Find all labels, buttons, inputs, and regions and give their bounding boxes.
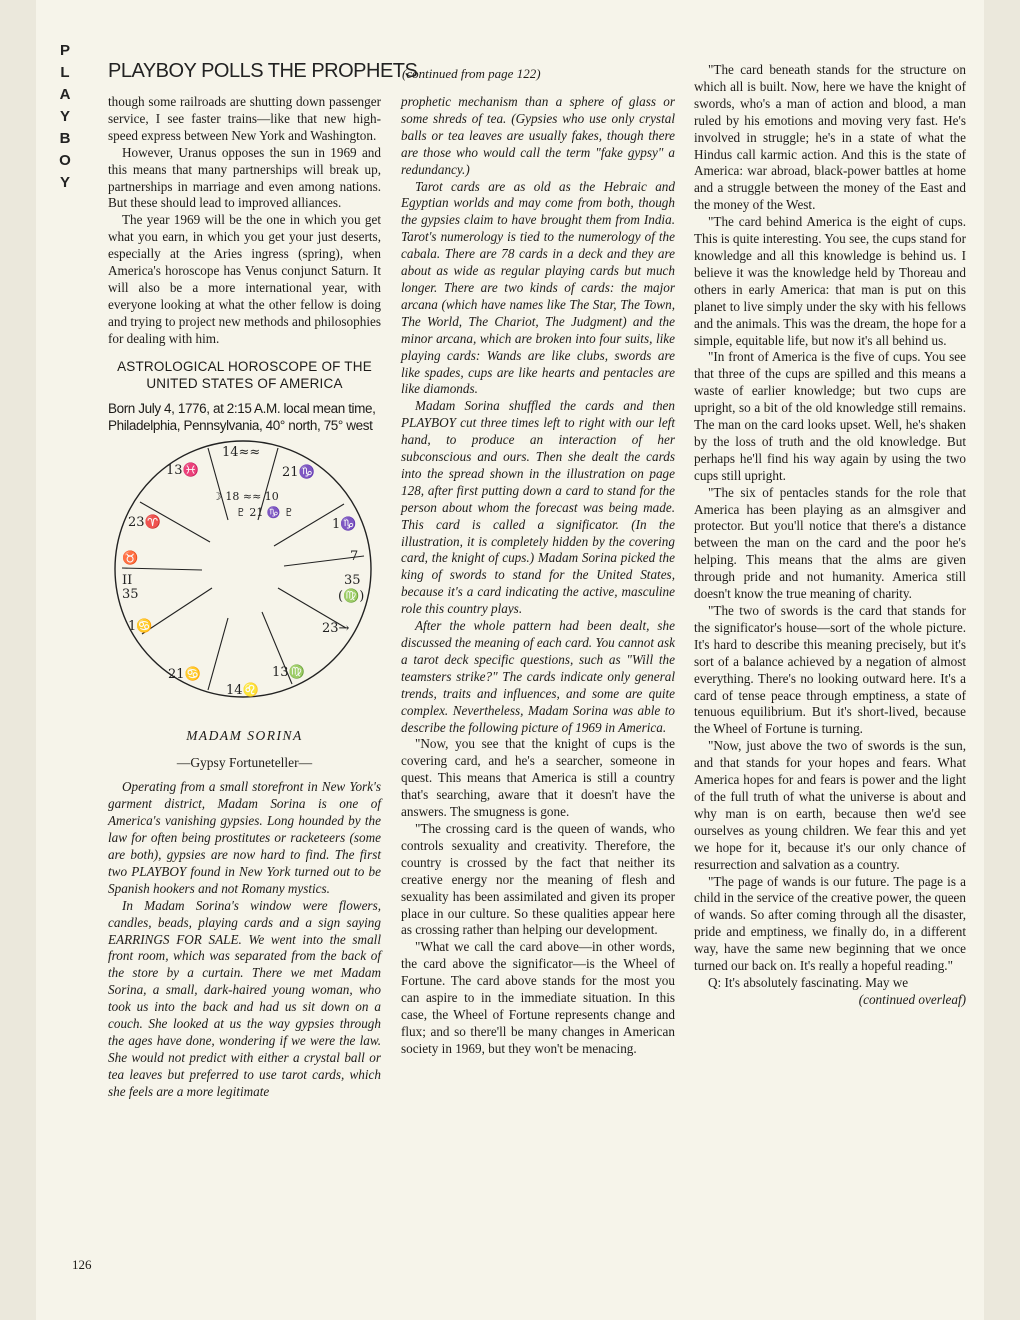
spine-letter: Y [59,174,70,191]
chart-label: ☽ 18 ≈≈ 10 [212,489,279,503]
paragraph: "The card behind America is the eight of cups. This is quite interesting. You see, the cups stand for knowledge and all this knowledge is behind us. I believe it was the knowledge held by Thoreau and others in early America: that man is put on this planet to live simply under the sky with his fellows and the animals. This was the dream, the hope for a simple, equitable life, but now it's all behind us. [694,214,966,348]
spine-letter: A [59,86,71,103]
chart-label: 14≈≈ [222,444,261,460]
paragraph: though some railroads are shutting down passenger service, I see faster trains—like that new high-speed express between New York and Washington. [108,94,381,143]
paragraph: "The six of pentacles stands for the role that America has been playing as an almsgiver and protector. But you'll notice that there's a distance between the man on the card and the poor he's helping. This means that the alms are given through pride and not humanity. America still doesn't know the true meaning of charity. [694,484,966,602]
chart-label: 23♈ [128,514,161,530]
paragraph: "The two of swords is the card that stands for the significator's house—sort of the whole picture. It's hard to describe this meaning precisely, but it's sort of a balance achieved by a negation of almost everything. There's no looking outward here. It's a card of tense peace through emptiness, a state of tenuous equilibrium. But it's short-lived, because the Wheel of Fortune is turning. [694,603,966,737]
interviewee-title: —Gypsy Fortuneteller— [176,754,313,770]
paragraph: In Madam Sorina's window were flowers, candles, beads, playing cards and a sign saying EARRINGS FOR SALE. We went into the small front room, which was separated from the back of the store by a curtain. There we met Madam Sorina, a small, dark-haired young woman, who took us into the back and had us sit down on a couch. She looked at us the way gypsies through the ages have done, wondering if we were the law. She would not predict with either a crystal ball or tea leaves but preferred to use tarot cards, which she feels are a more legitimate [108,897,381,1099]
paragraph: prophetic mechanism than a sphere of glass or some shreds of tea. (Gypsies who use only crystal balls or tea leaves are usually fakes, though there are those who would call the term "fake gypsy" a redundancy.) [401,94,675,177]
chart-label: 35 [344,572,361,588]
paragraph: The year 1969 will be the one in which you get what you earn, in which you get your just deserts, especially at the Aries ingress (spring), when America's horoscope has Venus conjunct Saturn. It will also be a more international year, with everyone looking at what the other fellow is doing and trying to project new methods and philosophies for dealing with him. [108,212,381,346]
chart-label: 1♋ [128,618,153,634]
paragraph: Tarot cards are as old as the Hebraic and Egyptian worlds and may come from both, though the gypsies claim to have brought them from India. Tarot's numerology is tied to the numerology of the cabala. There are 78 cards in a deck and they are about as wide as regular playing cards but much longer. There are two kinds of cards: the major arcana (which have names like The Star, The Town, The World, The Chariot, The Judgment) and the minor arcana, which are broken into four suits, like playing cards: Wands are like clubs, swords are like spades, cups are like hearts and pentacles are like diamonds. [401,178,675,397]
paragraph: "The card beneath stands for the structure on which all is built. Now, here we have the knight of swords, who's a man of action and blood, a man ruled by his emotions and moving very fast. He's involved in struggle; he's in a state of what the Hindus call karmic action. And this is the state of America: war abroad, black-power battles at home and a struggle between the money of the East and the money of the West. [694,62,966,213]
chart-label: 13♓ [166,462,199,478]
chart-label: II [122,572,133,588]
interview-question: Q: It's absolutely fascinating. May we [708,974,909,990]
chart-label: 21♋ [168,666,201,682]
paragraph: "Now, just above the two of swords is the sun, and that stands for your hopes and fears. What America hopes for and fears is power and the light of the full truth of what the universe is about and why man is on earth, because then we'd see ourselves as young children. We fear this and yet we hope for it, because it's our only chance of resurrection and salvation as a country. [694,738,966,872]
spine-letter: P [59,42,70,59]
chart-label: ♉ [122,550,139,566]
section-header: PLAYBOY POLLS THE PROPHETS [108,60,418,82]
spine-letter: L [60,64,70,81]
chart-label: 21♑ [282,464,315,480]
spine-letter: B [59,130,71,147]
column-2 [401,94,675,1058]
continued-overleaf: (continued overleaf) [858,991,966,1007]
birth-line: Born July 4, 1776, at 2:15 A.M. local mean time, Philadelphia, Pennsylvania, 40° north, 75° west [108,400,376,433]
chart-label: 13♍ [272,664,305,680]
chart-label: (♍) [338,588,365,604]
chart-label: 23→ [322,620,350,636]
paragraph: After the whole pattern had been dealt, she discussed the meaning of each card. You cannot ask a tarot deck specific questions, such as "Will the teamsters strike?" The cards indicate only general trends, traits and influences, and some are quite complex. Nevertheless, Madam Sorina was able to describe the following picture of 1969 in America. [401,618,675,735]
chart-heading: ASTROLOGICAL HOROSCOPE OF THE UNITED STATES OF AMERICA [117,358,372,391]
horoscope-wheel [112,438,374,700]
paragraph: Madam Sorina shuffled the cards and then PLAYBOY cut three times left to right with our left hand, to produce an interaction of her subconscious and ours. Then she dealt the cards into the spread shown in the illustration on page 128, after first putting down a card to stand for the person about whom the forecast was being made. This card is called a significator. (In the illustration, it is completely hidden by the covering card, the knight of cups.) Madam Sorina picked the king of swords to stand for the United States, because it's a card indicating the active, masculine role this country plays. [401,398,675,617]
paragraph: "The page of wands is our future. The page is a child in the service of the creative power, the queen of wands. So after coming through all the disaster, pride and emptiness, we finally do, in a different way, have the same new beginning that we once turned our back on. It's really a hopeful reading." [694,873,966,974]
column-1 [108,94,381,1101]
paragraph: "The crossing card is the queen of wands, who controls sexuality and creativity. Therefore, the country is crossed by the fact that neither its creative energy nor the meaning of flesh and sexuality has been assimilated and given its proper place in our culture. So these qualities appear here as crossing rather than helping our development. [401,820,675,938]
paragraph: Operating from a small storefront in New York's garment district, Madam Sorina is one of America's vanishing gypsies. Long hounded by the law for often being prostitutes or racketeers (some are both), gypsies are now hard to find. The first two PLAYBOY found in New York turned out to be Spanish hookers and not Romany mystics. [108,779,381,896]
spine-wordmark [50,40,80,194]
column-3 [694,62,966,1009]
spine-letter: O [59,152,71,169]
interviewee-name: MADAM SORINA [186,727,303,743]
paragraph: "In front of America is the five of cups. You see that three of the cups are spilled and this means a waste of earlier knowledge; but two cups are upright, so a bit of the old knowledge still remains. The man on the card looks upset. Well, he's shaken by the loss of truth and the old knowledge. But perhaps he'll find his way again by using the two cups still upright. [694,349,966,483]
paragraph: However, Uranus opposes the sun in 1969 and this means that many partnerships will break up, partnerships in marriage and even among nations. But these should lead to improved alliances. [108,144,381,211]
continued-from: (continued from page 122) [402,66,541,81]
paragraph: "Now, you see that the knight of cups is the covering card, and he's a searcher, someone in quest. This means that America is still a country that's searching, aware that it doesn't have the answers. The smugness is gone. [401,736,675,820]
page-number: 126 [72,1257,92,1272]
paragraph: "What we call the card above—in other words, the card above the significator—is the Wheel of Fortune. The card above stands for the most you can aspire to in the immediate situation. In this case, the Wheel of Fortune represents change and flux; and so there'll be many changes in American society in 1969, but they won't be menacing. [401,939,675,1056]
chart-label: 14♌ [226,682,259,698]
chart-label: 1♑ [332,516,357,532]
chart-label: ♇ 21 ♑ ♇ [236,505,294,519]
chart-label: 7 [350,548,359,564]
spine-letter: Y [59,108,70,125]
chart-label: 35 [122,586,139,602]
